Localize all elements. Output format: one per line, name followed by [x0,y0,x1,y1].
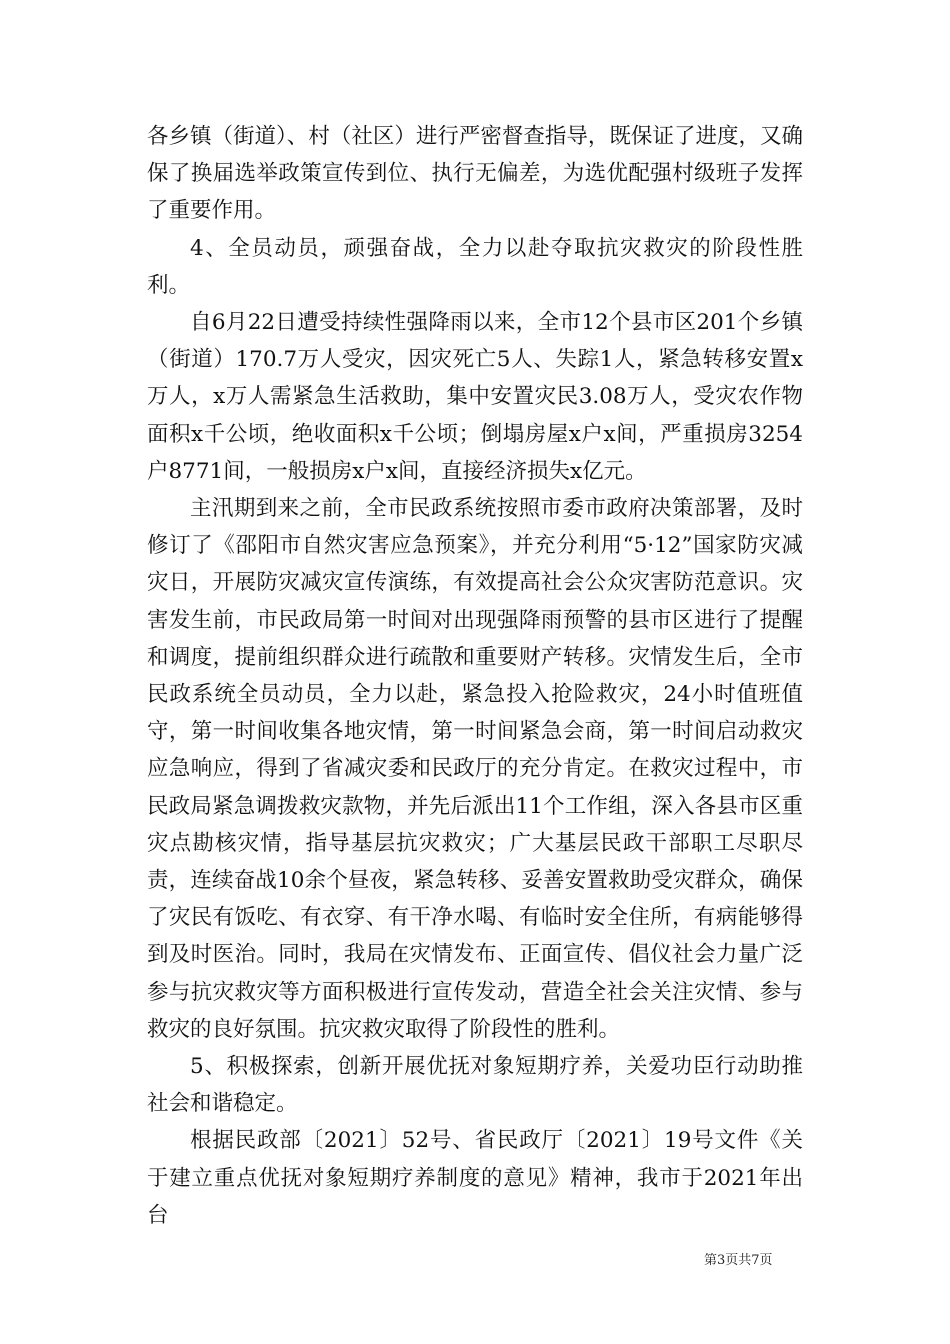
document-body [147,118,803,1234]
page-number: 第3页共7页 [704,1253,773,1268]
paragraph-disaster-stats: 自6月22日遭受持续性强降雨以来，全市12个县市区201个乡镇（街道）170.7万人受灾，因灾死亡5人、失踪1人，紧急转移安置x万人，x万人需紧急生活救助，集中安置灾民3.08万人，受灾农作物面积x千公顷，绝收面积x千公顷；倒塌房屋x户x间，严重损房3254户8771间，一般损房x户x间，直接经济损失x亿元。 [147,310,803,484]
paragraph-continued: 各乡镇（街道）、村（社区）进行严密督查指导，既保证了进度，又确保了换届选举政策宣传到位、执行无偏差，为选优配强村级班子发挥了重要作用。 [147,124,803,224]
section-heading-5: 5、积极探索，创新开展优抚对象短期疗养，关爱功臣行动助推社会和谐稳定。 [147,1054,803,1117]
paragraph-disaster-response: 主汛期到来之前，全市民政系统按照市委市政府决策部署，及时修订了《邵阳市自然灾害应急预案》，并充分利用“5·12”国家防灾减灾日，开展防灾减灾宣传演练，有效提高社会公众灾害防范意识。灾害发生前，市民政局第一时间对出现强降雨预警的县市区进行了提醒和调度，提前组织群众进行疏散和重要财产转移。灾情发生后，全市民政系统全员动员，全力以赴，紧急投入抢险救灾，24小时值班值守，第一时间收集各地灾情，第一时间紧急会商，第一时间启动救灾应急响应，得到了省减灾委和民政厅的充分肯定。在救灾过程中，市民政局紧急调拨救灾款物，并先后派出11个工作组，深入各县市区重灾点勘核灾情，指导基层抗灾救灾；广大基层民政干部职工尽职尽责，连续奋战10余个昼夜，紧急转移、妥善安置救助受灾群众，确保了灾民有饭吃、有衣穿、有干净水喝、有临时安全住所，有病能够得到及时医治。同时，我局在灾情发布、正面宣传、倡仪社会力量广泛参与抗灾救灾等方面积极进行宣传发动，营造全社会关注灾情、参与救灾的良好氛围。抗灾救灾取得了阶段性的胜利。 [147,496,803,1042]
paragraph-recuperation: 根据民政部〔2021〕52号、省民政厅〔2021〕19号文件《关于建立重点优抚对象短期疗养制度的意见》精神，我市于2021年出台 [147,1128,803,1228]
section-heading-4: 4、全员动员，顽强奋战，全力以赴夺取抗灾救灾的阶段性胜利。 [147,235,803,298]
